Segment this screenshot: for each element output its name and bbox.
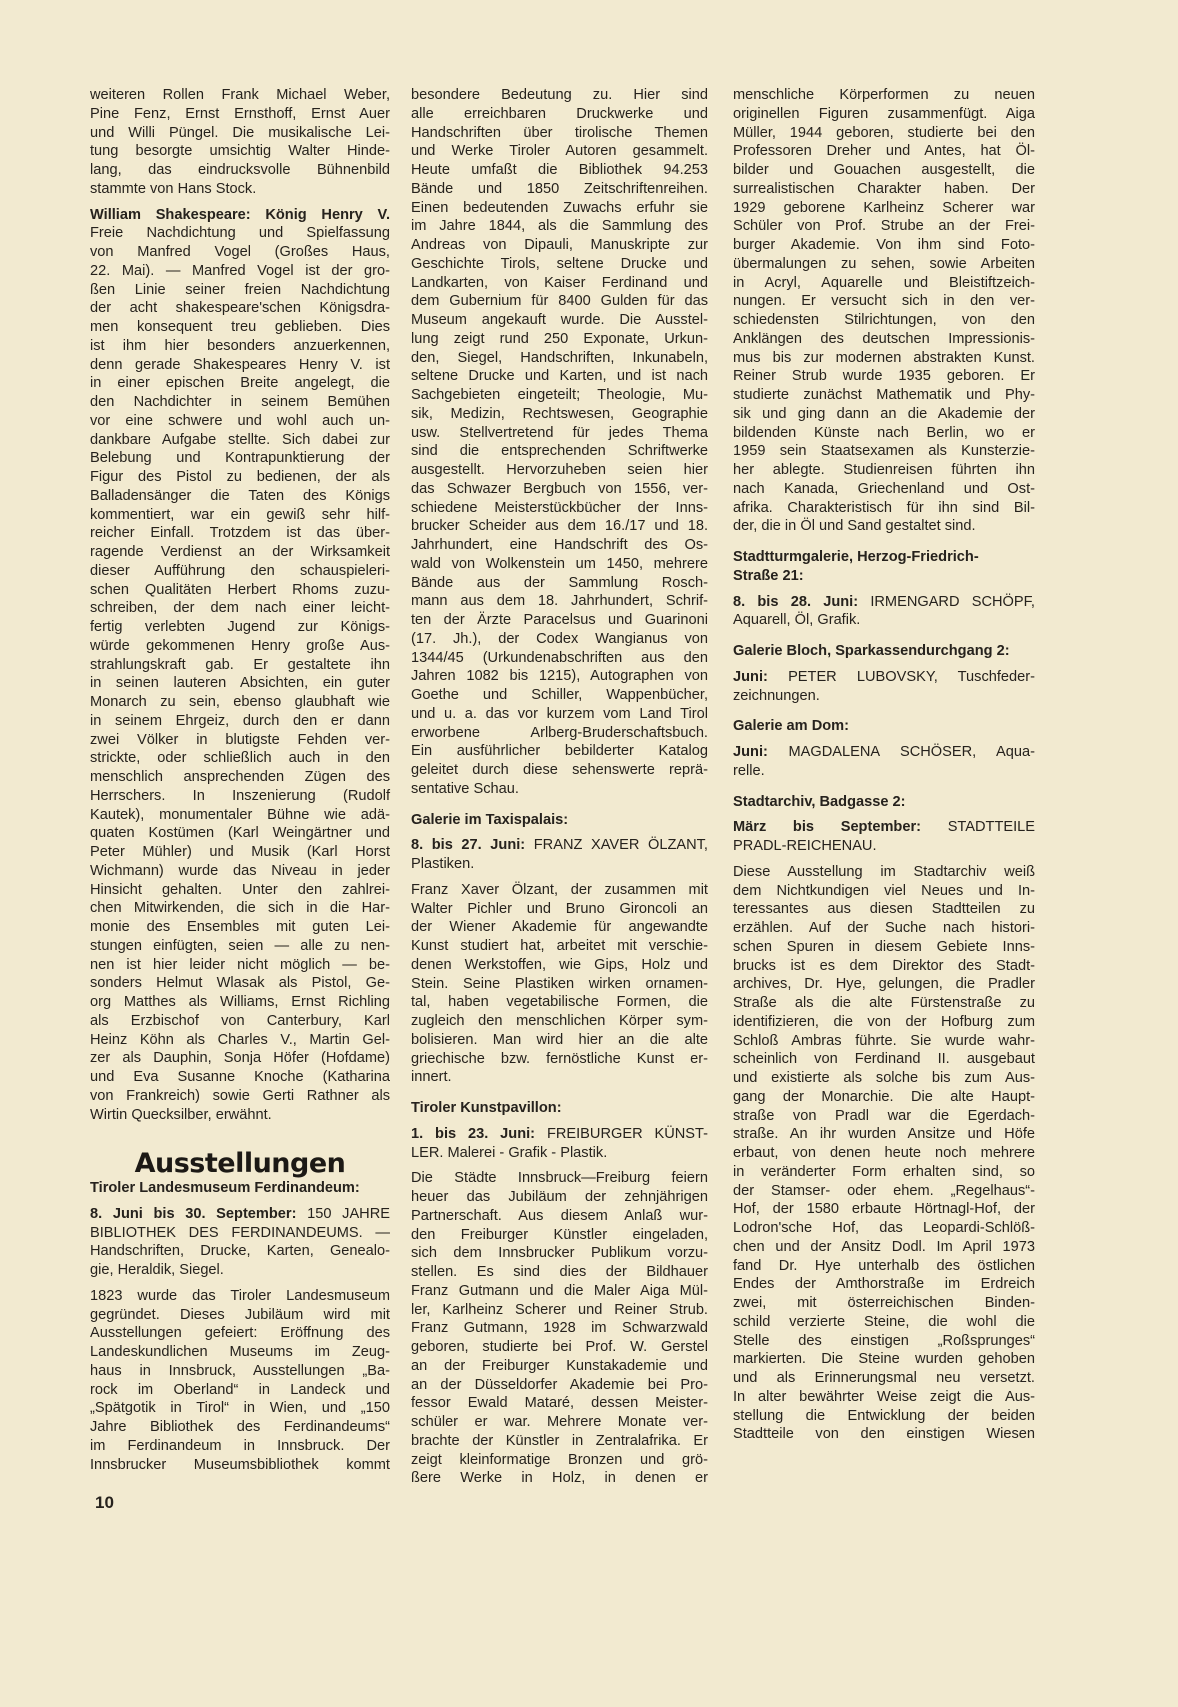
paragraph <box>733 86 1035 536</box>
text-line: geboren, studierte bei Prof. W. Gerstel <box>411 1339 708 1355</box>
page-number: 10 <box>95 1493 114 1512</box>
text-line: und Willi Püngel. Die musikalische Lei- <box>90 124 390 141</box>
text-line: 1344/45 (Urkundenabschriften aus den <box>411 649 708 666</box>
text-line: Landkarten, von Kaiser Ferdinand und <box>411 274 708 291</box>
subheading <box>411 1099 708 1118</box>
text-line: und u. a. das vor kurzem vom Land Tirol <box>411 705 708 722</box>
text-line: Bände aus der Sammlung Rosch- <box>411 574 708 591</box>
text-line: dem Gubernium für 8400 Gulden für das <box>411 293 708 310</box>
text-line: der acht shakespeare'schen Königsdra- <box>90 300 390 317</box>
text-column-3 <box>733 86 1035 1444</box>
text-line: Sachgebieten eingeteilt; Theologie, Mu- <box>411 387 708 403</box>
text-line: Handschriften über tirolische Themen <box>411 124 708 141</box>
text-line: im Ferdinandeum in Innsbruck. Der <box>90 1437 390 1454</box>
date-label: Juni: <box>733 744 768 760</box>
text-line: Franz Xaver Ölzant, der zusammen mit <box>411 881 708 898</box>
text-line: Partnerschaft. Aus diesem Anlaß wur- <box>411 1207 708 1224</box>
text-line: sik und ging dann an die Akademie der <box>733 405 1035 422</box>
text-line: Professoren Dreher und Antes, hat Öl- <box>733 143 1035 160</box>
text-line: schiedene Meisterstückbücher der Inns- <box>411 499 708 516</box>
text-line: lung zeigt rund 250 Exponate, Urkun- <box>411 330 708 347</box>
text-line: Franz Gutmann und die Maler Aiga Mül- <box>411 1282 708 1299</box>
text-line: zugleich den menschlichen Körper sym- <box>411 1013 708 1029</box>
text-line: in einer epischen Breite angelegt, die <box>90 375 390 392</box>
text-line: in seinem Ehrgeiz, durch den er dann <box>90 712 390 729</box>
text-line: Ausstellungen <box>134 1148 346 1180</box>
paragraph <box>411 836 708 874</box>
text-line: archives, Dr. Hye, gelungen, die Pradler <box>733 976 1035 993</box>
text-line: Hof, der 1580 erbaute Hörtnagl-Hof, der <box>733 1201 1035 1218</box>
text-line: Ausstellungen gefeiert: Eröffnung des <box>90 1325 390 1342</box>
text-line: stellen. Es sind dies der Bildhauer <box>411 1264 708 1280</box>
text-line: studierte zunächst Mathematik und Phy- <box>733 387 1035 403</box>
text-line: und existierte als solche bis zum Aus- <box>733 1070 1035 1086</box>
text-line: den Nachdichter in seinem Bemühen <box>90 394 390 410</box>
text-line: Stadtarchiv, Badgasse 2: <box>733 793 906 810</box>
text-line: in veränderter Form erhalten sind, so <box>733 1163 1035 1180</box>
text-line: schreiben, der dem nach einer leicht- <box>90 600 390 617</box>
text-line: im Jahre 1844, als die Sammlung des <box>411 218 708 235</box>
text-line: als Erzbischof von Canterbury, Karl <box>90 1012 390 1029</box>
text-line: Kautek), monumentaler Bühne wie adä- <box>90 806 390 823</box>
text-line: sik, Medizin, Rechtswesen, Geographie <box>411 405 708 422</box>
text-line: Heinz Köhn als Charles V., Martin Gel- <box>90 1031 390 1048</box>
text-line: dankbare Aufgabe stellte. Sich dabei zur <box>90 431 390 448</box>
text-line: afrika. Charakteristisch für ihn sind Bil- <box>733 499 1035 516</box>
text-line: men konsequent treu geblieben. Dies <box>90 319 390 335</box>
text-line: zer als Dauphin, Sonja Höfer (Hofdame) <box>90 1050 390 1067</box>
text-line: Endes der Amthorstraße im Erdreich <box>733 1276 1035 1293</box>
text-line: Kunst studiert hat, arbeitet mit verschie- <box>411 938 708 954</box>
text-line: Aquarell, Öl, Grafik. <box>733 612 861 629</box>
text-line: straße von Pradl war die Egerdach- <box>733 1107 1035 1124</box>
text-line: erzählen. Auf der Suche nach histori- <box>733 920 1035 936</box>
text-line-content: 150 JAHRE <box>307 1205 390 1222</box>
text-line: nungen. Er versucht sich in den ver- <box>733 293 1035 310</box>
text-line: wald von Wolkenstein um 1450, mehrere <box>411 555 708 572</box>
text-line: Ein ausführlicher bebilderter Katalog <box>411 743 708 760</box>
text-line: ausgestellt. Hervorzuheben seien hier <box>411 462 708 478</box>
text-line: zeichnungen. <box>733 687 820 704</box>
text-line <box>733 743 1035 762</box>
text-line: Walter Pichler und Bruno Gironcoli an <box>411 900 708 917</box>
text-line: burger Akademie. Von ihm sind Foto- <box>733 237 1035 253</box>
paragraph <box>733 743 1035 781</box>
text-line: stungen einfügten, seien — alle zu nen- <box>90 937 390 954</box>
text-line: Galerie am Dom: <box>733 718 849 735</box>
text-line: strickte, oder schließlich auch in den <box>90 750 390 767</box>
text-line: Diese Ausstellung im Stadtarchiv weiß <box>733 863 1035 880</box>
text-line: Einen bedeutenden Zuwachs erfuhr sie <box>411 199 708 216</box>
subheading <box>733 717 1035 736</box>
text-line: lang, das eindrucksvolle Bühnenbild <box>90 162 390 178</box>
text-line: mus bis zur modernen abstrakten Kunst. <box>733 349 1035 366</box>
text-line: fand Dr. Hye unterhalb des östlichen <box>733 1257 1035 1274</box>
subheading <box>733 642 1035 661</box>
text-line: nen ist hier leider nicht möglich — be- <box>90 956 390 973</box>
text-line: originellen Figuren zusammenfügt. Aiga <box>733 105 1035 122</box>
text-line: 1929 geborene Karlheinz Scherer war <box>733 199 1035 216</box>
text-line-content: PETER LUBOVSKY, Tuschfeder- <box>788 668 1035 685</box>
text-line: BIBLIOTHEK DES FERDINANDEUMS. — <box>90 1224 390 1241</box>
text-line: den Freiburger Künstler eingeladen, <box>411 1226 708 1243</box>
text-line: brachte der Künstler in Zentralafrika. Er <box>411 1432 708 1449</box>
paragraph <box>411 1169 708 1488</box>
text-line: Franz Gutmann, 1928 im Schwarzwald <box>411 1320 708 1337</box>
text-line: kommentiert, war ein gewiß sehr hilf- <box>90 506 390 523</box>
text-line: zeigt kleinformatige Bronzen und grö- <box>411 1451 708 1468</box>
text-line: Landeskundlichen Museums im Zeug- <box>90 1344 390 1360</box>
text-line: der, die in Öl und Sand gestaltet sind. <box>733 518 976 535</box>
text-line: in seinen lauteren Absichten, ein guter <box>90 675 390 692</box>
text-line: besondere Bedeutung zu. Hier sind <box>411 87 708 103</box>
bold-title-line: William Shakespeare: König Henry V. <box>90 206 390 223</box>
text-line: alle erreichbaren Druckwerke und <box>411 105 708 122</box>
text-line: relle. <box>733 762 765 779</box>
text-line: menschlich ansprechenden Zügen des <box>90 769 390 785</box>
text-line: Museum angekauft wurde. Die Ausstel- <box>411 312 708 328</box>
date-label: 8. bis 27. Juni: <box>411 837 526 854</box>
paragraph <box>90 206 390 1125</box>
text-line: 22. Mai). — Manfred Vogel ist der gro- <box>90 262 390 279</box>
date-label: 1. bis 23. Juni: <box>411 1125 536 1142</box>
text-line: Die Städte Innsbruck—Freiburg feiern <box>411 1170 708 1187</box>
text-line: Jahre Bibliothek des Ferdinandeums“ <box>90 1419 390 1435</box>
text-line: stammte von Hans Stock. <box>90 180 257 197</box>
text-line: brucks ist es dem Direktor des Stadt- <box>733 957 1035 974</box>
text-line: „Spätgotik in Tirol“ in Wien, und „150 <box>90 1400 390 1417</box>
text-line: nach Kanada, Griechenland und Ost- <box>733 480 1035 497</box>
text-line: markierten. Die Steine wurden gehoben <box>733 1351 1035 1368</box>
text-line: org Matthes als Williams, Ernst Richling <box>90 994 390 1010</box>
text-line: Schüler von Prof. Strube an der Frei- <box>733 218 1035 235</box>
text-line: schüler er war. Mehrere Monate ver- <box>411 1414 708 1430</box>
text-line-content: MAGDALENA SCHÖSER, Aqua- <box>788 744 1035 760</box>
text-line: Balladensänger die Taten des Königs <box>90 487 390 504</box>
text-line: Galerie Bloch, Sparkassendurchgang 2: <box>733 643 1010 659</box>
text-line: Schloß Ambras führte. Sie wurde wahr- <box>733 1032 1035 1049</box>
text-line <box>411 836 708 855</box>
text-line: übermalungen zu sehen, sowie Arbeiten <box>733 255 1035 272</box>
text-line: Stelle des einstigen „Roßsprunges“ <box>733 1332 1035 1349</box>
text-line: Herrschers. In Inszenierung (Rudolf <box>90 787 390 804</box>
text-line: schen Spuren in diesem Gebiete Inns- <box>733 938 1035 955</box>
text-line <box>733 593 1035 612</box>
paragraph <box>411 86 708 799</box>
subheading <box>90 1179 390 1198</box>
text-line: Reiner Strub wurde 1935 geboren. Er <box>733 368 1035 385</box>
text-line: identifizieren, die von der Hofburg zum <box>733 1013 1035 1030</box>
text-line: seltene Drucke und Karten, und ist nach <box>411 368 708 385</box>
text-line: (17. Jh.), der Codex Wangianus von <box>411 630 708 647</box>
text-line: dem Nichtkundigen viel Neues und In- <box>733 882 1035 899</box>
text-line: fessor Ewald Mataré, dessen Meister- <box>411 1395 708 1412</box>
text-line: und Werke Tiroler Autoren gesammelt. <box>411 143 708 160</box>
text-line: Plastiken. <box>411 856 475 872</box>
text-line: PRADL-REICHENAU. <box>733 838 877 854</box>
text-line: scheinlich von Ferdinand II. ausgebaut <box>733 1051 1035 1068</box>
text-line: Hinsicht gehalten. Unter den zahlrei- <box>90 881 390 898</box>
text-line: schild verzierte Steine, die wohl die <box>733 1313 1035 1330</box>
text-line: tal, haben vegetabilische Formen, die <box>411 994 708 1011</box>
text-line: Wirtin Quecksilber, erwähnt. <box>90 1106 272 1123</box>
text-line: Anklängen des deutschen Impressionis- <box>733 330 1035 347</box>
text-line: der Wiener Akademie für angewandte <box>411 919 708 936</box>
text-line: Galerie im Taxispalais: <box>411 811 569 828</box>
text-line: ist ihm hier besonders anzuerkennen, <box>90 337 390 354</box>
text-line: straße. An ihr wurden Ansitze und Höfe <box>733 1126 1035 1143</box>
text-line: LER. Malerei - Grafik - Plastik. <box>411 1144 608 1161</box>
date-label: 8. Juni bis 30. September: <box>90 1205 297 1222</box>
text-line: Handschriften, Drucke, Karten, Genealo- <box>90 1243 390 1260</box>
text-line: haus in Innsbruck, Ausstellungen „Ba- <box>90 1362 390 1379</box>
text-line <box>733 818 1035 837</box>
text-line: Tiroler Kunstpavillon: <box>411 1100 562 1116</box>
text-line: an der Düsseldorfer Akademie bei Pro- <box>411 1376 708 1393</box>
subheading <box>733 548 1035 586</box>
paragraph <box>90 1287 390 1475</box>
date-label: März bis September: <box>733 819 921 836</box>
date-label: Juni: <box>733 668 768 685</box>
text-line: sind die entsprechenden Schriftwerke <box>411 443 708 460</box>
text-line: der Stamser- oder ehem. „Regelhaus“- <box>733 1182 1035 1199</box>
text-line: dieser Aufführung den schauspieleri- <box>90 562 390 579</box>
text-line: zwei, mit österreichischen Binden- <box>733 1295 1035 1311</box>
paragraph <box>733 668 1035 706</box>
text-line: Tiroler Landesmuseum Ferdinandeum: <box>90 1180 360 1196</box>
paragraph <box>733 863 1035 1444</box>
paragraph <box>411 1125 708 1163</box>
section-heading <box>90 1148 390 1180</box>
text-line-content: FREIBURGER KÜNST- <box>546 1125 709 1142</box>
text-line: gang der Monarchie. Die alte Haupt- <box>733 1088 1035 1105</box>
text-line: menschliche Körperformen zu neuen <box>733 87 1035 103</box>
text-line: das Schwazer Bergbuch von 1556, ver- <box>411 480 708 497</box>
text-line: gie, Heraldik, Siegel. <box>90 1262 224 1278</box>
text-column-2 <box>411 86 708 1488</box>
subheading <box>411 811 708 830</box>
text-line: chen und der Ansitz Dodl. Im April 1973 <box>733 1238 1035 1255</box>
text-line: an der Freiburger Kunstakademie und <box>411 1357 708 1374</box>
text-line: denen Werkstoffen, wie Gips, Holz und <box>411 956 708 973</box>
text-line: schen Qualitäten Herbert Rhoms zuzu- <box>90 581 390 598</box>
text-line: mann aus dem 18. Jahrhundert, Schrif- <box>411 593 708 610</box>
text-line: strahlungskraft gab. Er gestaltete ihn <box>90 656 390 673</box>
text-line: 1823 wurde das Tiroler Landesmuseum <box>90 1287 390 1304</box>
text-line: innert. <box>411 1069 452 1086</box>
text-line-content: STADTTEILE <box>947 819 1035 836</box>
text-line: vor eine schwere und wohl auch un- <box>90 412 390 429</box>
text-line: ßen Linie seiner freien Nachdichtung <box>90 281 390 298</box>
text-line: stellung die Entwicklung der beiden <box>733 1407 1035 1424</box>
text-line: quaten Kostümen (Karl Weingärtner und <box>90 825 390 842</box>
text-line: Jahrhundert, eine Handschrift des Os- <box>411 537 708 553</box>
text-line: bildenden Künste nach Berlin, wo er <box>733 424 1035 441</box>
paragraph <box>90 1205 390 1280</box>
text-line: bilder und Gouachen ausgestellt, die <box>733 162 1035 178</box>
text-line: denn gerade Shakespeares Henry V. ist <box>90 356 390 373</box>
text-line: Straße als die alte Fürstenstraße zu <box>733 995 1035 1011</box>
text-line: erbaut, von denen heute noch mehrere <box>733 1145 1035 1161</box>
text-line: Andreas von Dipauli, Manuskripte zur <box>411 237 708 253</box>
text-line: und Eva Susanne Knoche (Katharina <box>90 1069 390 1085</box>
text-line: erworbene Arlberg-Bruderschaftsbuch. <box>411 724 708 741</box>
text-line: in Acryl, Aquarelle und Bleistiftzeich- <box>733 274 1035 291</box>
text-line: Figur des Pistol zu bedienen, der als <box>90 469 390 485</box>
text-line: teressantes aus diesen Stadtteilen zu <box>733 901 1035 918</box>
text-line: und als Erinnerungsmal neu versetzt. <box>733 1370 1035 1386</box>
text-line: Peter Mühler) und Musik (Karl Horst <box>90 844 390 860</box>
text-line: her ablegte. Studienreisen führten ihn <box>733 462 1035 478</box>
text-line: monie des Ensembles mit guten Lei- <box>90 919 390 935</box>
text-line: In alter bewährter Weise zeigt die Aus- <box>733 1388 1035 1405</box>
text-line: fertig verlebten Jugend zur Königs- <box>90 619 390 635</box>
text-line: Freie Nachdichtung und Spielfassung <box>90 225 390 242</box>
text-line: heuer das Jubiläum der zehnjährigen <box>411 1189 708 1205</box>
text-line: sich dem Innsbrucker Publikum vorzu- <box>411 1245 708 1262</box>
paragraph <box>411 881 708 1087</box>
text-line: schiedensten Stilrichtungen, von den <box>733 312 1035 328</box>
text-line: surrealistischen Charakter haben. Der <box>733 180 1035 197</box>
text-line: den, Siegel, Handschriften, Inkunabeln, <box>411 349 708 366</box>
text-line: sentative Schau. <box>411 780 519 797</box>
text-column-1 <box>90 86 390 1474</box>
text-line: Belebung und Kontrapunktierung der <box>90 450 390 467</box>
text-line: Geschichte Tirols, seltene Drucke und <box>411 255 708 272</box>
text-line: Heute umfaßt die Bibliothek 94.253 <box>411 162 708 178</box>
text-line: usw. Stellvertretend für jedes Thema <box>411 424 708 441</box>
text-line: ragende Verdienst an der Wirksamkeit <box>90 544 390 560</box>
text-line: Müller, 1944 geboren, studierte bei den <box>733 124 1035 141</box>
text-line: chen Mitwirkenden, die sich in die Har- <box>90 900 390 917</box>
text-line: gegründet. Dieses Jubiläum wird mit <box>90 1306 390 1323</box>
text-line: sonders Helmut Wlasak als Pistol, Ge- <box>90 975 390 992</box>
text-line: Innsbrucker Museumsbibliothek kommt <box>90 1456 390 1473</box>
text-line: ßere Werke in Holz, in denen er <box>411 1470 708 1487</box>
text-line-content: IRMENGARD SCHÖPF, <box>870 593 1035 610</box>
text-line: geleitet durch diese sehenswerte reprä- <box>411 762 708 778</box>
text-line: Stadtteile von den einstigen Wiesen <box>733 1426 1035 1443</box>
text-line <box>90 1205 390 1224</box>
text-line: würde gekommenen Henry große Aus- <box>90 637 390 654</box>
text-line: Straße 21: <box>733 567 804 584</box>
text-line: Stein. Seine Plastiken wirken ornamen- <box>411 975 708 992</box>
text-line: rock im Oberland“ in Landeck und <box>90 1381 390 1398</box>
paragraph <box>733 818 1035 856</box>
text-line: ler, Karlheinz Scherer und Reiner Strub. <box>411 1301 708 1318</box>
date-label: 8. bis 28. Juni: <box>733 593 859 610</box>
text-line: Wichmann) wurde das Niveau in jeder <box>90 862 390 879</box>
text-line: reicher Einfall. Trotzdem ist das über- <box>90 525 390 542</box>
text-line <box>411 1125 708 1144</box>
text-line: weiteren Rollen Frank Michael Weber, <box>90 87 390 103</box>
paragraph <box>733 593 1035 631</box>
text-line: tung besorgte umsichtig Walter Hinde- <box>90 143 390 160</box>
text-line: zwei Völker in blutigste Fehden ver- <box>90 731 390 748</box>
text-line-content: FRANZ XAVER ÖLZANT, <box>533 837 708 854</box>
text-line: Lodron'sche Hof, das Leopardi-Schlöß- <box>733 1220 1035 1236</box>
paragraph <box>90 86 390 199</box>
text-line: von Frankreich) sowie Gerti Rathner als <box>90 1087 390 1104</box>
text-line: bolisieren. Man wird hier an die alte <box>411 1031 708 1048</box>
text-line: Bände und 1850 Zeitschriftenreihen. <box>411 180 708 197</box>
text-line: von Manfred Vogel (Großes Haus, <box>90 244 390 260</box>
text-line: Pine Fenz, Ernst Ernsthoff, Ernst Auer <box>90 105 390 122</box>
text-line: brucker Scheider aus dem 16./17 und 18. <box>411 518 708 535</box>
text-line: Monarch zu sein, ebenso glaubhaft wie <box>90 694 390 710</box>
text-line: ten der Ärzte Paracelsus und Guarinoni <box>411 612 708 628</box>
text-line <box>733 668 1035 687</box>
text-line: 1959 sein Staatsexamen als Kunsterzie- <box>733 443 1035 460</box>
text-line: Goethe und Schiller, Wappenbücher, <box>411 687 708 703</box>
text-line: Jahren 1082 bis 1215), Autographen von <box>411 668 708 685</box>
text-line: griechische bzw. fernöstliche Kunst er- <box>411 1050 708 1067</box>
text-line: Stadtturmgalerie, Herzog-Friedrich- <box>733 549 979 565</box>
subheading <box>733 793 1035 812</box>
